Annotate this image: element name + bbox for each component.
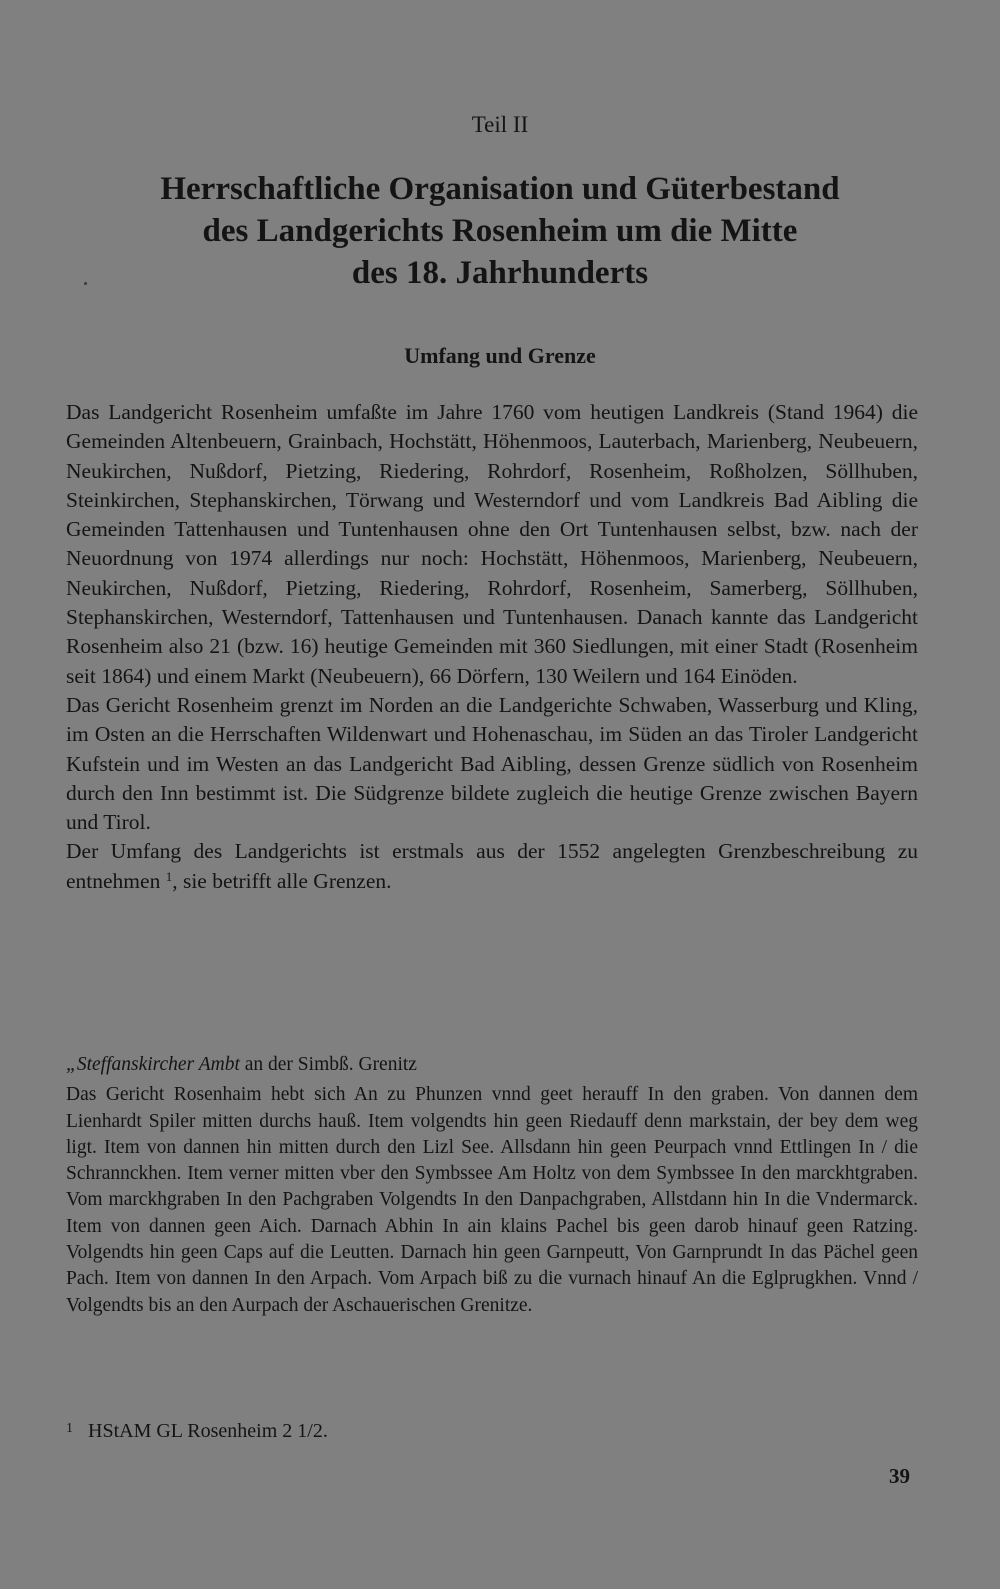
footnote-reference: 1 [165,868,173,884]
footnote-mark: 1 [66,1421,73,1436]
section-heading: Umfang und Grenze [404,343,596,368]
chapter-title-line-2: des Landgerichts Rosenheim um die Mitte [202,213,798,249]
paragraph-source-tail: , sie betrifft alle Grenzen. [172,868,392,893]
footnote-text: HStAM GL Rosenheim 2 1/2. [88,1420,328,1442]
paragraph-source [66,837,918,896]
part-label: Teil II [471,112,529,137]
body-text [66,398,918,896]
quotation-text: Das Gericht Rosenhaim hebt sich An zu Phunzen vnnd geet herauff In den graben. Von dannen dem Lienhardt Spiler mitten durchs hauß. Item volgendts hin geen Riedauff denn markstain, der bey dem weg ligt. Item von dannen hin mitten durch den Lizl See. Allsdann hin geen Peurpach vnnd Ettlingen In / die Schrannckhen. Item verner mitten vber den Symbssee Am Holtz von dem Symbssee In den marckhtgraben. Vom marckhgraben In den Pachgraben Volgendts In den Danpachgraben, Allstdann hin In die Vndermarck. Item von dannen geen Aich. Darnach Abhin In ain klains Pachel bis geen darob hinauf geen Ratzing. Volgendts hin geen Caps auf die Leutten. Darnach hin geen Garnpeutt, Von Garnprundt In das Pächel geen Pach. Item von dannen In den Arpach. Vom Arpach biß zu die vurnach hinauf An die Eglprugkhen. Vnnd / Volgendts bis an den Aurpach der Aschauerischen Grenitze. [66,1084,918,1316]
chapter-title-line-1: Herrschaftliche Organisation und Güterbestand [160,171,840,207]
source-quotation [66,1052,918,1319]
paragraph-source-text: Der Umfang des Landgerichts ist erstmals aus der 1552 angelegten Grenzbeschreibung zu entnehmen [66,839,918,893]
quotation-heading [66,1052,918,1078]
footnote [66,1420,918,1443]
quotation-heading-rest: an der Simbß. Grenitz [239,1054,417,1075]
chapter-title-line-3: des 18. Jahrhunderts [351,255,649,291]
chapter-title [100,168,900,294]
quotation-heading-italic: „Steffanskircher Ambt [66,1054,240,1075]
scan-speck [84,282,87,285]
paragraph-borders: Das Gericht Rosenheim grenzt im Norden an die Landgerichte Schwaben, Wasserburg und Kling, im Osten an die Herrschaften Wildenwart und Hohenaschau, im Süden an das Tiroler Landgericht Kufstein und im Westen an das Landgericht Bad Aibling, dessen Grenze südlich von Rosenheim durch den Inn bestimmt ist. Die Südgrenze bildete zugleich die heutige Grenze zwischen Bayern und Tirol. [66,692,918,835]
paragraph-extent: Das Landgericht Rosenheim umfaßte im Jahre 1760 vom heutigen Landkreis (Stand 1964) die Gemeinden Altenbeuern, Grainbach, Hochstätt, Höhenmoos, Lauterbach, Marienberg, Neubeuern, Neukirchen, Nußdorf, Pietzing, Riedering, Rohrdorf, Rosenheim, Roßholzen, Söllhuben, Steinkirchen, Stephanskirchen, Törwang und Westerndorf und vom Landkreis Bad Aibling die Gemeinden Tattenhausen und Tuntenhausen ohne den Ort Tuntenhausen selbst, bzw. nach der Neuordnung von 1974 allerdings nur noch: Hochstätt, Höhenmoos, Marienberg, Neubeuern, Neukirchen, Nußdorf, Pietzing, Riedering, Rohrdorf, Rosenheim, Samerberg, Söllhuben, Stephanskirchen, Westerndorf, Tattenhausen und Tuntenhausen. Danach kannte das Landgericht Rosenheim also 21 (bzw. 16) heutige Gemeinden mit 360 Siedlungen, mit einer Stadt (Rosenheim seit 1864) und einem Markt (Neubeuern), 66 Dörfern, 130 Weilern und 164 Einöden. [66,400,918,688]
page-number: 39 [889,1464,910,1488]
